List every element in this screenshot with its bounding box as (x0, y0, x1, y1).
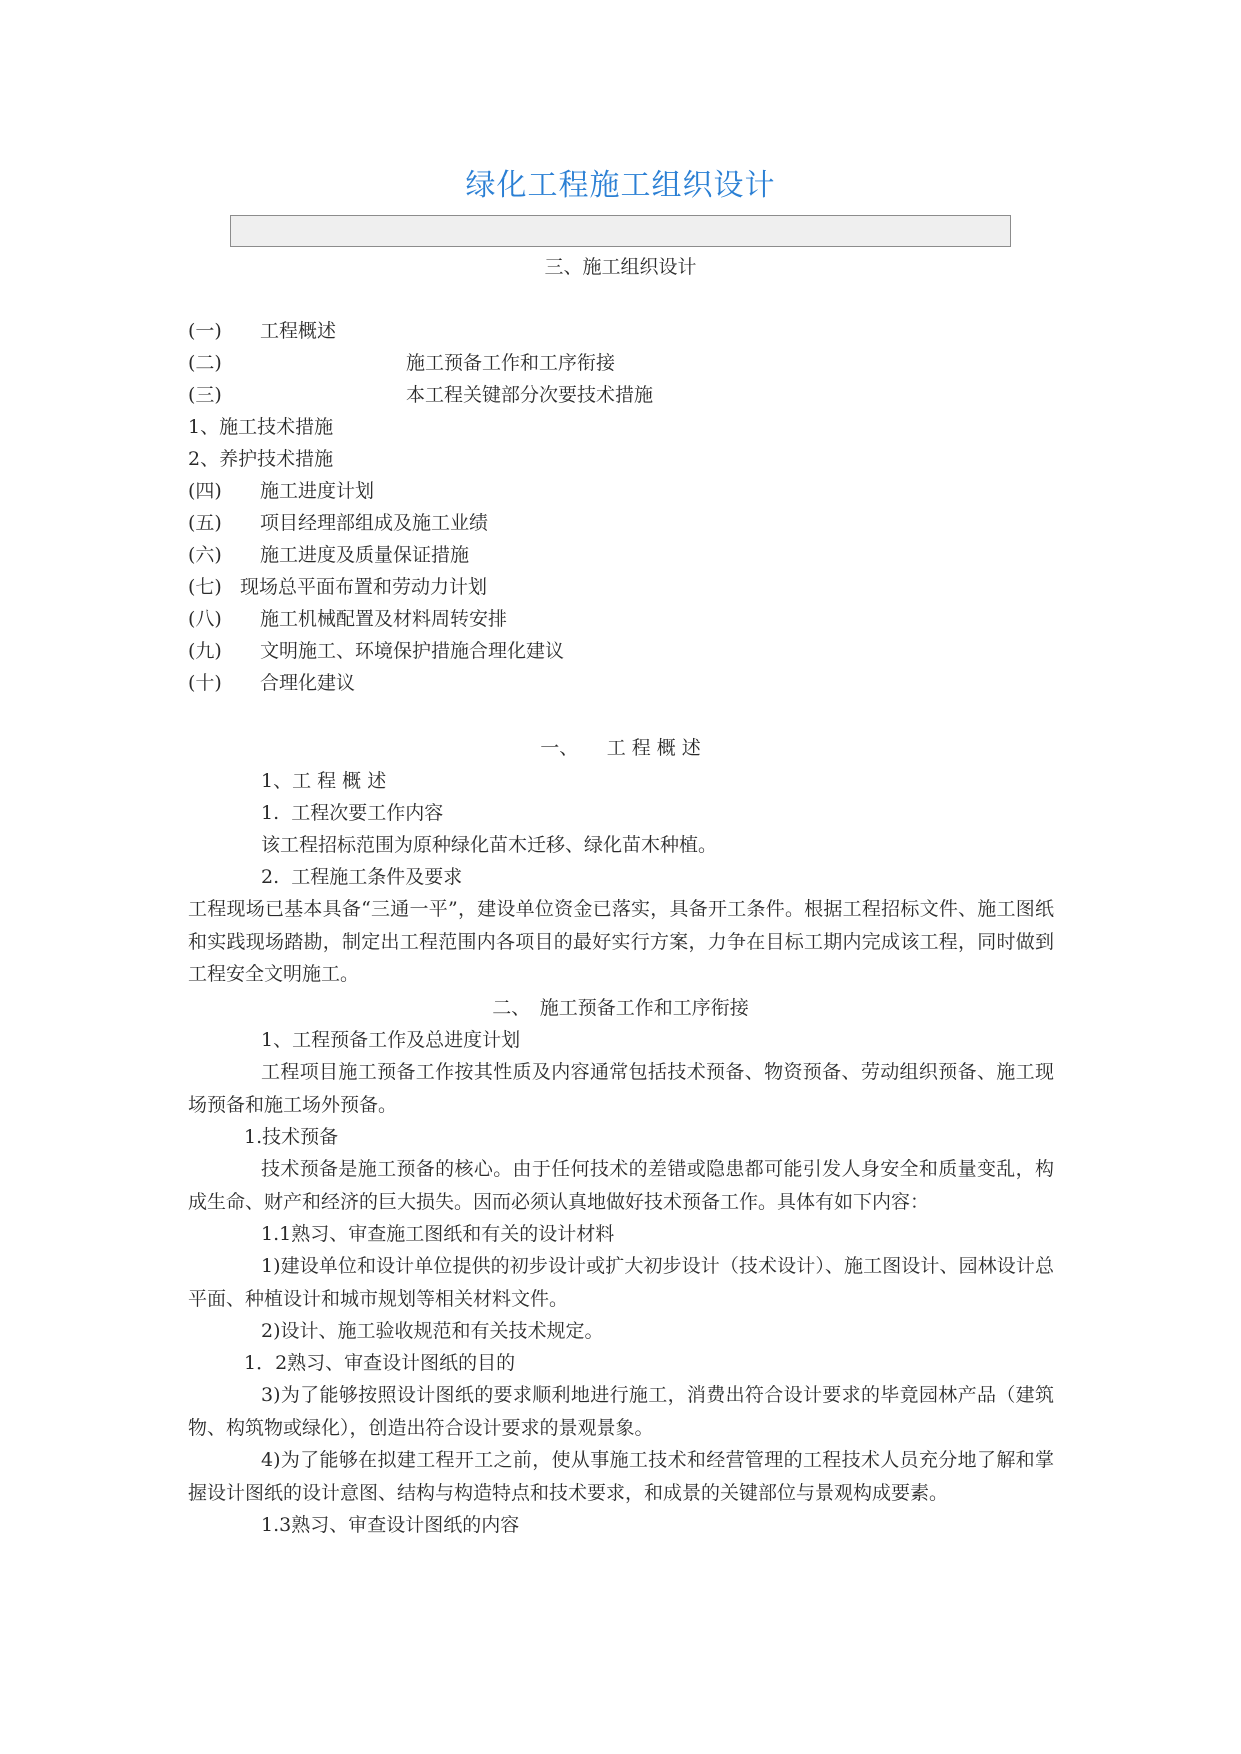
toc-item (188, 318, 336, 344)
subheading: 1.1熟习、审查施工图纸和有关的设计材料 (261, 1223, 615, 1245)
paragraph: 该工程招标范围为原种绿化苗木迁移、绿化苗木种植。 (261, 834, 718, 856)
toc-item (188, 382, 653, 408)
toc-num: (十) (188, 672, 222, 694)
toc-text: 1、施工技术措施 (188, 416, 334, 438)
toc-text: 工程概述 (260, 320, 337, 342)
toc-num: (二) (188, 352, 222, 374)
toc-num: (三) (188, 384, 222, 406)
toc-item (188, 446, 333, 472)
toc-item (188, 542, 469, 568)
subheading: 1. 工程次要工作内容 (261, 802, 444, 824)
toc-text: 施工机械配置及材料周转安排 (260, 608, 508, 630)
document-title: 绿化工程施工组织设计 (465, 168, 776, 203)
toc-num: (六) (188, 544, 222, 566)
subheading: 1、工程预备工作及总进度计划 (261, 1029, 521, 1051)
toc-num: (一) (188, 320, 222, 342)
toc-text: 施工进度计划 (260, 480, 375, 502)
paragraph: 工程项目施工预备工作按其性质及内容通常包括技术预备、物资预备、劳动组织预备、施工现场预备和施工场外预备。 (188, 1061, 1054, 1116)
toc-text: 合理化建议 (260, 672, 356, 694)
toc-item (188, 606, 507, 632)
subheading: 1.3熟习、审查设计图纸的内容 (261, 1514, 520, 1536)
toc-num: (八) (188, 608, 222, 630)
toc-item (188, 414, 333, 440)
section-heading: 三、施工组织设计 (544, 256, 697, 278)
toc-text: 施工预备工作和工序衔接 (406, 352, 616, 374)
toc-text: 项目经理部组成及施工业绩 (260, 512, 489, 534)
toc-item (188, 670, 355, 696)
toc-item (188, 574, 487, 600)
paragraph: 3)为了能够按照设计图纸的要求顺利地进行施工，消费出符合设计要求的毕竟园林产品（建筑物、构筑物或绿化），创造出符合设计要求的景观景象。 (188, 1384, 1054, 1439)
heading-engineering-overview: 一、 工 程 概 述 (540, 737, 701, 759)
toc-num: (七) (188, 576, 222, 598)
subheading: 1．2熟习、审查设计图纸的目的 (244, 1352, 516, 1374)
toc-num: (九) (188, 640, 222, 662)
paragraph: 2)设计、施工验收规范和有关技术规定。 (261, 1320, 604, 1342)
heading-preparation: 二、 施工预备工作和工序衔接 (492, 997, 749, 1019)
toc-text: 施工进度及质量保证措施 (260, 544, 470, 566)
toc-text: 2、养护技术措施 (188, 448, 334, 470)
subheading: 1、工 程 概 述 (261, 770, 387, 792)
toc-item (188, 638, 564, 664)
toc-num: (四) (188, 480, 222, 502)
subheading: 1.技术预备 (244, 1126, 339, 1148)
toc-text: 本工程关键部分次要技术措施 (406, 384, 654, 406)
toc-text: 现场总平面布置和劳动力计划 (240, 576, 488, 598)
subheading: 2. 工程施工条件及要求 (261, 866, 463, 888)
toc-item (188, 350, 615, 376)
toc-text: 文明施工、环境保护措施合理化建议 (260, 640, 565, 662)
paragraph: 4)为了能够在拟建工程开工之前，使从事施工技术和经营管理的工程技术人员充分地了解和掌握设计图纸的设计意图、结构与构造特点和技术要求，和成景的关键部位与景观构成要素。 (188, 1449, 1054, 1504)
toc-item (188, 510, 488, 536)
toc-item (188, 478, 374, 504)
paragraph: 1)建设单位和设计单位提供的初步设计或扩大初步设计（技术设计）、施工图设计、园林设计总平面、种植设计和城市规划等相关材料文件。 (188, 1255, 1054, 1310)
paragraph: 技术预备是施工预备的核心。由于任何技术的差错或隐患都可能引发人身安全和质量变乱，构成生命、财产和经济的巨大损失。因而必须认真地做好技术预备工作。具体有如下内容： (188, 1158, 1054, 1213)
grey-banner-box (230, 215, 1011, 247)
paragraph: 工程现场已基本具备“三通一平”，建设单位资金已落实，具备开工条件。根据工程招标文件、施工图纸和实践现场踏勘，制定出工程范围内各项目的最好实行方案，力争在目标工期内完成该工程，同时做到工程安全文明施工。 (188, 898, 1054, 985)
toc-num: (五) (188, 512, 222, 534)
